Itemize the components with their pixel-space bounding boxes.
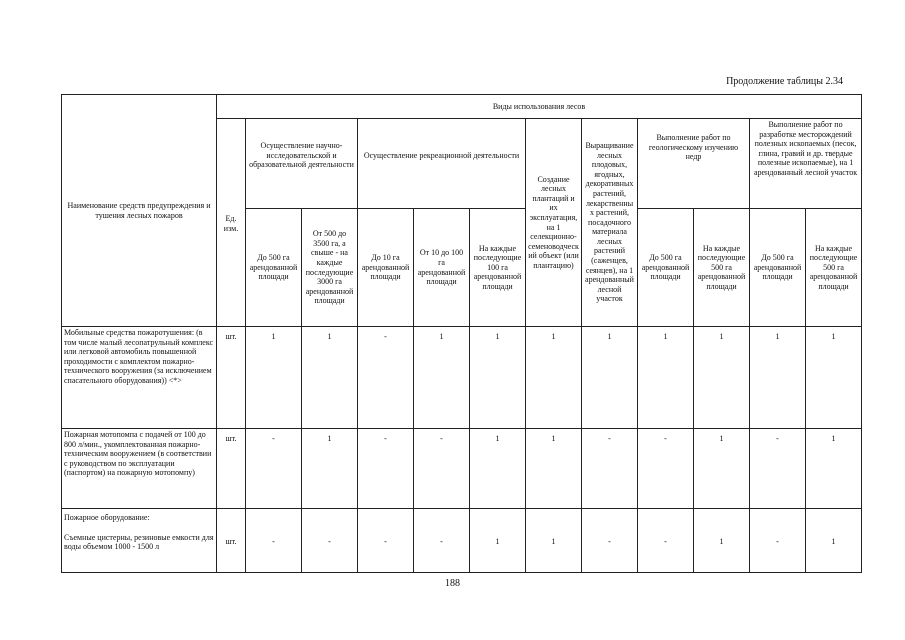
row-value: - bbox=[582, 429, 638, 509]
row-value: 1 bbox=[470, 429, 526, 509]
equipment-table bbox=[61, 94, 862, 573]
table-row bbox=[62, 429, 862, 509]
row-name-cell bbox=[62, 509, 217, 573]
table-row bbox=[62, 509, 862, 573]
header-group-all: Виды использования лесов bbox=[217, 95, 862, 119]
row-value: 1 bbox=[246, 327, 302, 429]
row-unit: шт. bbox=[217, 429, 246, 509]
row-unit: шт. bbox=[217, 327, 246, 429]
row-value: 1 bbox=[806, 429, 862, 509]
row-value: - bbox=[302, 509, 358, 573]
row-value: - bbox=[414, 509, 470, 573]
header-research: Осуществление научно-исследовательской и образовательной деятельности bbox=[246, 119, 358, 209]
row-value: - bbox=[246, 509, 302, 573]
row-value: - bbox=[358, 327, 414, 429]
sub-research-2: От 500 до 3500 га, а свыше - на каждые последующие 3000 га арендованной площади bbox=[302, 209, 358, 327]
sub-mining-1: До 500 га арендованной площади bbox=[750, 209, 806, 327]
sub-recreation-1: До 10 га арендованной площади bbox=[358, 209, 414, 327]
row-value: 1 bbox=[806, 509, 862, 573]
header-geology: Выполнение работ по геологическому изучению недр bbox=[638, 119, 750, 209]
header-growing: Выращивание лесных плодовых, ягодных, декоративных растений, лекарственных растений, посадочного материала лесных растений (саженцев, сеянцев), на 1 арендованный лесной участок bbox=[582, 119, 638, 327]
page-number: 188 bbox=[445, 578, 460, 589]
sub-geology-2: На каждые последующие 500 га арендованной площади bbox=[694, 209, 750, 327]
header-name: Наименование средств предупреждения и тушения лесных пожаров bbox=[62, 95, 217, 327]
row-value: 1 bbox=[526, 509, 582, 573]
row-value: 1 bbox=[638, 327, 694, 429]
sub-recreation-3: На каждые последующие 100 га арендованной площади bbox=[470, 209, 526, 327]
row-value: - bbox=[246, 429, 302, 509]
sub-research-1: До 500 га арендованной площади bbox=[246, 209, 302, 327]
row-value: 1 bbox=[302, 327, 358, 429]
header-unit: Ед. изм. bbox=[217, 119, 246, 327]
row-name: Мобильные средства пожаротушения: (в том числе малый лесопатрульный комплекс или легковой автомобиль повышенной проходимости с комплектом пожарно-технического вооружения (за исключением спасательного оборудования)) <*> bbox=[62, 327, 217, 429]
row-value: - bbox=[582, 509, 638, 573]
row-value: 1 bbox=[806, 327, 862, 429]
row-value: - bbox=[750, 509, 806, 573]
row-value: - bbox=[358, 509, 414, 573]
row-value: 1 bbox=[302, 429, 358, 509]
continuation-label: Продолжение таблицы 2.34 bbox=[726, 76, 843, 87]
row-value: 1 bbox=[526, 429, 582, 509]
row-value: 1 bbox=[750, 327, 806, 429]
row-value: - bbox=[638, 429, 694, 509]
sub-mining-2: На каждые последующие 500 га арендованной площади bbox=[806, 209, 862, 327]
row-value: 1 bbox=[694, 327, 750, 429]
row-name: Съемные цистерны, резиновые емкости для воды объемом 1000 - 1500 л bbox=[64, 532, 214, 552]
row-value: - bbox=[750, 429, 806, 509]
row-value: 1 bbox=[694, 429, 750, 509]
row-name: Пожарная мотопомпа с подачей от 100 до 800 л/мин., укомплектованная пожарно-техническим вооружением (в соответствии с руководством по эксплуатации (паспортом) на пожарную мотопомпу) bbox=[62, 429, 217, 509]
header-plantations: Создание лесных плантаций и их эксплуатация, на 1 селекционно-семеноводческий объект (или плантацию) bbox=[526, 119, 582, 327]
sub-recreation-2: От 10 до 100 га арендованной площади bbox=[414, 209, 470, 327]
sub-geology-1: До 500 га арендованной площади bbox=[638, 209, 694, 327]
row-value: 1 bbox=[470, 509, 526, 573]
row-value: - bbox=[414, 429, 470, 509]
row-value: 1 bbox=[526, 327, 582, 429]
row-value: 1 bbox=[414, 327, 470, 429]
row-value: 1 bbox=[582, 327, 638, 429]
row-value: - bbox=[638, 509, 694, 573]
row-name-title: Пожарное оборудование: bbox=[64, 513, 150, 522]
row-value: - bbox=[358, 429, 414, 509]
row-value: 1 bbox=[694, 509, 750, 573]
table-row bbox=[62, 327, 862, 429]
header-mining: Выполнение работ по разработке месторождений полезных ископаемых (песок, глина, гравий и др. твердые полезные ископаемые), на 1 арендованный лесной участок bbox=[750, 119, 862, 209]
header-recreation: Осуществление рекреационной деятельности bbox=[358, 119, 526, 209]
row-unit: шт. bbox=[217, 509, 246, 573]
row-value: 1 bbox=[470, 327, 526, 429]
